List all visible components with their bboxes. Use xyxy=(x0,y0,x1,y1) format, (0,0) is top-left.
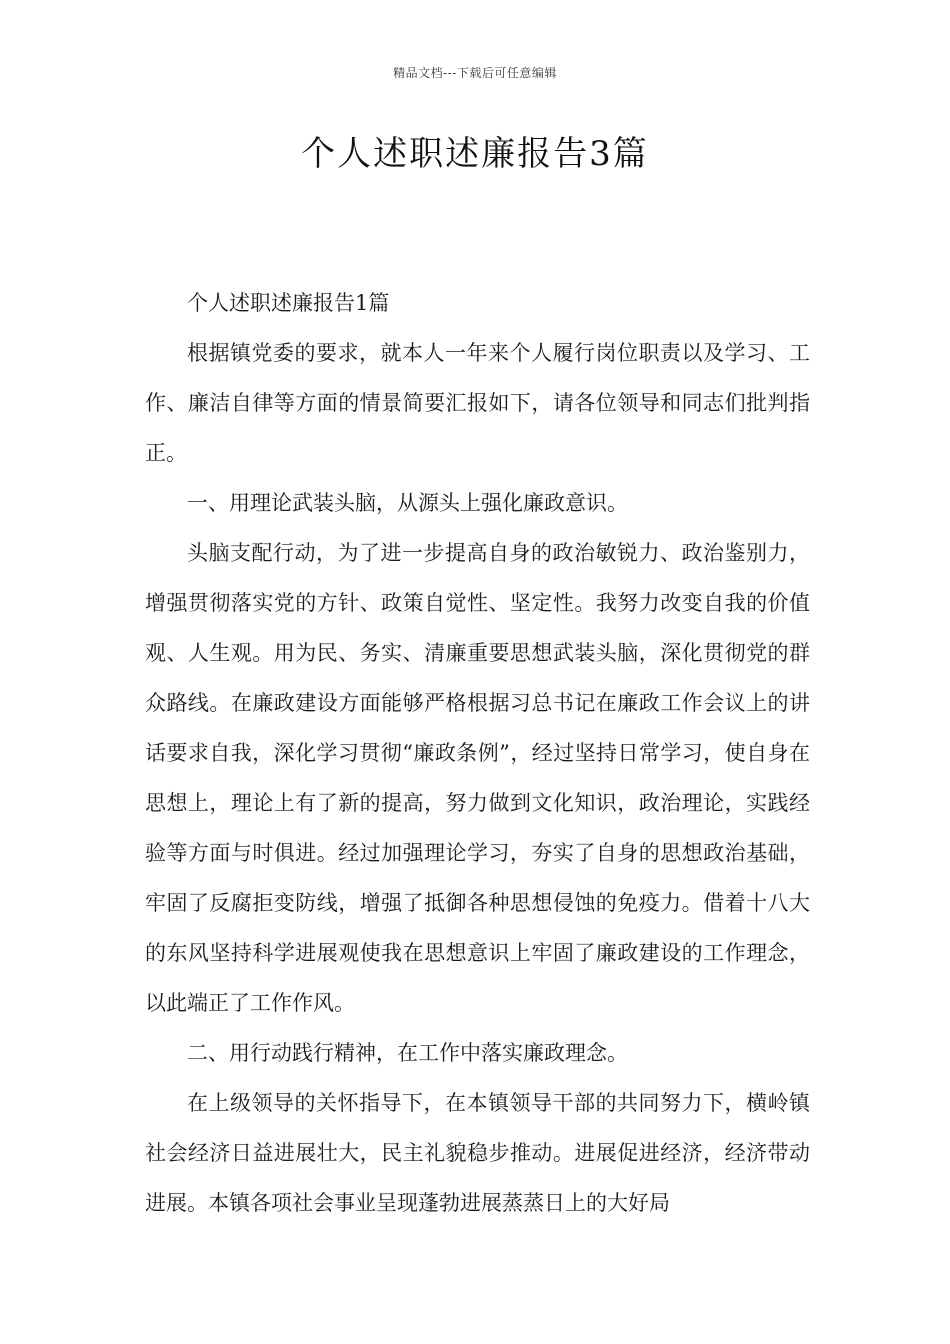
paragraph-section-2: 在上级领导的关怀指导下，在本镇领导干部的共同努力下，横岭镇社会经济日益进展壮大，民主礼貌稳步推动。进展促进经济，经济带动进展。本镇各项社会事业呈现蓬勃进展蒸蒸日上的大好局 xyxy=(145,1091,810,1215)
header-note: 精品文档---下载后可任意编辑 xyxy=(393,66,557,80)
document-body xyxy=(145,278,810,1228)
section-heading-1: 一、用理论武装头脑，从源头上强化廉政意识。 xyxy=(187,491,628,515)
section-heading-2: 二、用行动践行精神，在工作中落实廉政理念。 xyxy=(187,1041,628,1065)
paragraph-section-1: 头脑支配行动，为了进一步提高自身的政治敏锐力、政治鉴别力，增强贯彻落实党的方针、政策自觉性、坚定性。我努力改变自我的价值观、人生观。用为民、务实、清廉重要思想武装头脑，深化贯彻党的群众路线。在廉政建设方面能够严格根据习总书记在廉政工作会议上的讲话要求自我，深化学习贯彻“廉政条例”，经过坚持日常学习，使自身在思想上，理论上有了新的提高，努力做到文化知识，政治理论，实践经验等方面与时俱进。经过加强理论学习，夯实了自身的思想政治基础，牢固了反腐拒变防线，增强了抵御各种思想侵蚀的免疫力。借着十八大的东风坚持科学进展观使我在思想意识上牢固了廉政建设的工作理念，以此端正了工作作风。 xyxy=(145,541,810,1015)
paragraph-intro: 根据镇党委的要求，就本人一年来个人履行岗位职责以及学习、工作、廉洁自律等方面的情景简要汇报如下，请各位领导和同志们批判指正。 xyxy=(145,341,810,465)
document-title: 个人述职述廉报告3篇 xyxy=(301,134,649,174)
subtitle: 个人述职述廉报告1篇 xyxy=(187,291,390,315)
